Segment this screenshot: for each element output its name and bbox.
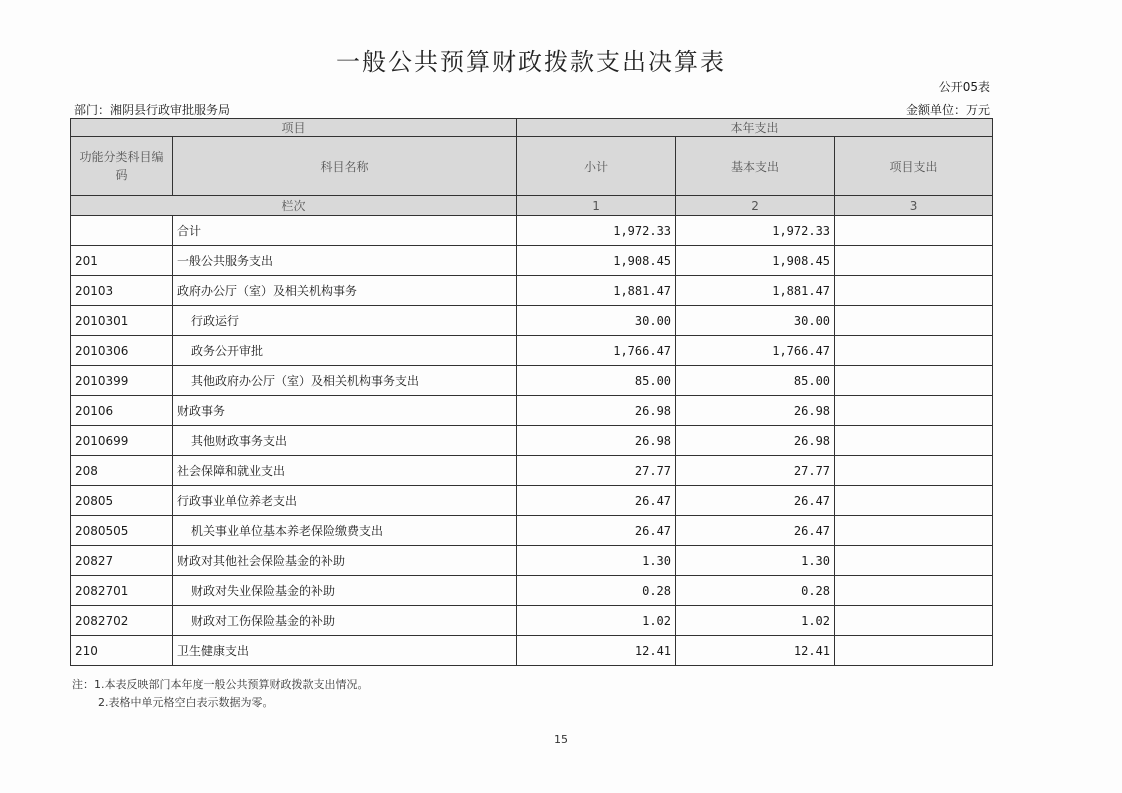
header-item: 项目 bbox=[71, 119, 517, 137]
table-row bbox=[71, 276, 993, 306]
table-row bbox=[71, 456, 993, 486]
project-cell bbox=[835, 516, 993, 546]
table-row bbox=[71, 516, 993, 546]
subject-name-cell: 其他政府办公厅（室）及相关机构事务支出 bbox=[173, 366, 517, 396]
project-cell bbox=[835, 456, 993, 486]
subject-name-cell: 机关事业单位基本养老保险缴费支出 bbox=[173, 516, 517, 546]
table-row bbox=[71, 486, 993, 516]
code-cell: 2010301 bbox=[71, 306, 173, 336]
subtotal-cell: 1,881.47 bbox=[517, 276, 676, 306]
subject-name-cell: 财政事务 bbox=[173, 396, 517, 426]
code-cell bbox=[71, 216, 173, 246]
subject-name-cell: 政务公开审批 bbox=[173, 336, 517, 366]
table-row bbox=[71, 366, 993, 396]
code-cell: 20106 bbox=[71, 396, 173, 426]
table-row bbox=[71, 246, 993, 276]
header-column-order: 栏次 bbox=[71, 196, 517, 216]
subtotal-cell: 1,766.47 bbox=[517, 336, 676, 366]
table-row bbox=[71, 426, 993, 456]
project-cell bbox=[835, 636, 993, 666]
subject-name-cell: 社会保障和就业支出 bbox=[173, 456, 517, 486]
subject-name-cell: 行政运行 bbox=[173, 306, 517, 336]
code-cell: 2082701 bbox=[71, 576, 173, 606]
header-col3: 3 bbox=[835, 196, 993, 216]
header-subtotal: 小计 bbox=[517, 137, 676, 196]
project-cell bbox=[835, 276, 993, 306]
table-row bbox=[71, 396, 993, 426]
table-row bbox=[71, 336, 993, 366]
page-number: 15 bbox=[554, 733, 568, 746]
basic-cell: 1.02 bbox=[676, 606, 835, 636]
subject-name-cell: 其他财政事务支出 bbox=[173, 426, 517, 456]
code-cell: 2082702 bbox=[71, 606, 173, 636]
subject-name-cell: 一般公共服务支出 bbox=[173, 246, 517, 276]
subtotal-cell: 26.98 bbox=[517, 396, 676, 426]
form-code: 公开05表 bbox=[938, 80, 990, 94]
note-2: 2.表格中单元格空白表示数据为零。 bbox=[98, 696, 274, 709]
table-row bbox=[71, 216, 993, 246]
header-project: 项目支出 bbox=[835, 137, 993, 196]
code-cell: 20827 bbox=[71, 546, 173, 576]
header-basic: 基本支出 bbox=[676, 137, 835, 196]
header-func-code: 功能分类科目编码 bbox=[71, 137, 173, 196]
basic-cell: 1,972.33 bbox=[676, 216, 835, 246]
subject-name-cell: 财政对工伤保险基金的补助 bbox=[173, 606, 517, 636]
code-cell: 2010399 bbox=[71, 366, 173, 396]
project-cell bbox=[835, 246, 993, 276]
basic-cell: 0.28 bbox=[676, 576, 835, 606]
project-cell bbox=[835, 546, 993, 576]
basic-cell: 1.30 bbox=[676, 546, 835, 576]
project-cell bbox=[835, 606, 993, 636]
subtotal-cell: 1,972.33 bbox=[517, 216, 676, 246]
subtotal-cell: 26.47 bbox=[517, 486, 676, 516]
basic-cell: 12.41 bbox=[676, 636, 835, 666]
subject-name-cell: 财政对失业保险基金的补助 bbox=[173, 576, 517, 606]
code-cell: 2010699 bbox=[71, 426, 173, 456]
subject-name-cell: 卫生健康支出 bbox=[173, 636, 517, 666]
subtotal-cell: 1,908.45 bbox=[517, 246, 676, 276]
basic-cell: 26.98 bbox=[676, 396, 835, 426]
subject-name-cell: 财政对其他社会保险基金的补助 bbox=[173, 546, 517, 576]
basic-cell: 27.77 bbox=[676, 456, 835, 486]
project-cell bbox=[835, 576, 993, 606]
basic-cell: 1,881.47 bbox=[676, 276, 835, 306]
note-1: 注：1.本表反映部门本年度一般公共预算财政拨款支出情况。 bbox=[72, 678, 369, 691]
table-row bbox=[71, 606, 993, 636]
subject-name-cell: 合计 bbox=[173, 216, 517, 246]
code-cell: 210 bbox=[71, 636, 173, 666]
subject-name-cell: 行政事业单位养老支出 bbox=[173, 486, 517, 516]
page-title: 一般公共预算财政拨款支出决算表 bbox=[336, 48, 726, 76]
subtotal-cell: 1.02 bbox=[517, 606, 676, 636]
basic-cell: 85.00 bbox=[676, 366, 835, 396]
project-cell bbox=[835, 366, 993, 396]
subtotal-cell: 30.00 bbox=[517, 306, 676, 336]
project-cell bbox=[835, 486, 993, 516]
subtotal-cell: 1.30 bbox=[517, 546, 676, 576]
department-label: 部门：湘阴县行政审批服务局 bbox=[74, 103, 231, 117]
subtotal-cell: 12.41 bbox=[517, 636, 676, 666]
code-cell: 2010306 bbox=[71, 336, 173, 366]
basic-cell: 26.98 bbox=[676, 426, 835, 456]
header-col2: 2 bbox=[676, 196, 835, 216]
project-cell bbox=[835, 426, 993, 456]
basic-cell: 30.00 bbox=[676, 306, 835, 336]
subject-name-cell: 政府办公厅（室）及相关机构事务 bbox=[173, 276, 517, 306]
subtotal-cell: 0.28 bbox=[517, 576, 676, 606]
basic-cell: 1,908.45 bbox=[676, 246, 835, 276]
project-cell bbox=[835, 396, 993, 426]
table-row bbox=[71, 306, 993, 336]
code-cell: 208 bbox=[71, 456, 173, 486]
table-row bbox=[71, 576, 993, 606]
unit-label: 金额单位：万元 bbox=[905, 103, 990, 117]
basic-cell: 26.47 bbox=[676, 516, 835, 546]
budget-table bbox=[70, 118, 993, 666]
code-cell: 201 bbox=[71, 246, 173, 276]
header-current-year: 本年支出 bbox=[517, 119, 993, 137]
code-cell: 2080505 bbox=[71, 516, 173, 546]
basic-cell: 26.47 bbox=[676, 486, 835, 516]
notes bbox=[72, 676, 369, 712]
code-cell: 20805 bbox=[71, 486, 173, 516]
code-cell: 20103 bbox=[71, 276, 173, 306]
header-subject-name: 科目名称 bbox=[173, 137, 517, 196]
table-row bbox=[71, 636, 993, 666]
subtotal-cell: 85.00 bbox=[517, 366, 676, 396]
subtotal-cell: 27.77 bbox=[517, 456, 676, 486]
project-cell bbox=[835, 216, 993, 246]
project-cell bbox=[835, 336, 993, 366]
header-col1: 1 bbox=[517, 196, 676, 216]
subtotal-cell: 26.47 bbox=[517, 516, 676, 546]
subtotal-cell: 26.98 bbox=[517, 426, 676, 456]
basic-cell: 1,766.47 bbox=[676, 336, 835, 366]
table-row bbox=[71, 546, 993, 576]
project-cell bbox=[835, 306, 993, 336]
